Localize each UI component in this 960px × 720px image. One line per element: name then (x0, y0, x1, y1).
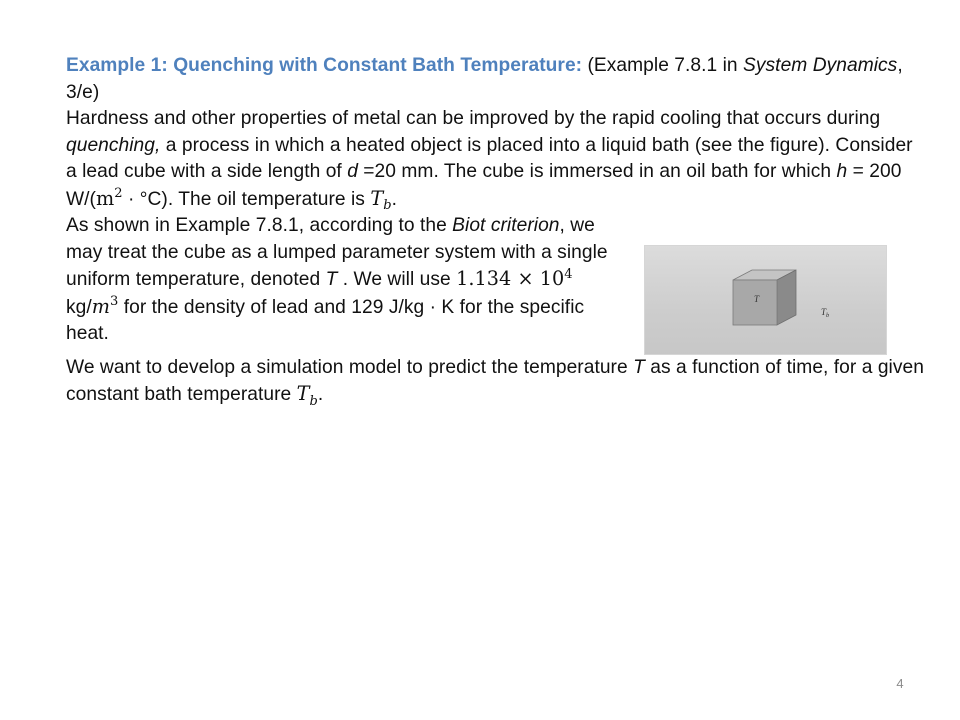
var-h: h (836, 161, 848, 182)
text-run: =20 mm. The cube is immersed in an oil bath for which (357, 161, 837, 182)
text-run: . (391, 188, 397, 210)
unit-m: m (95, 186, 115, 210)
quenching-figure (644, 245, 887, 355)
unit-m: m (91, 294, 110, 318)
text-run: , we may treat the cube as a lumped parameter system with a single uniform temperature, denoted (66, 215, 608, 290)
unit-exponent: 3 (110, 294, 119, 310)
text-run: . We will use (337, 269, 457, 290)
var-tb-sub: b (309, 393, 318, 409)
density-value: 1.134 × 10 (456, 267, 565, 290)
text-run: kg/ (66, 296, 92, 318)
text-run: . (317, 384, 324, 405)
unit-exponent: 2 (114, 186, 123, 202)
term-quenching: quenching, (66, 134, 161, 156)
cube-temperature-label: T (754, 294, 760, 304)
example-title: Example 1: Quenching with Constant Bath Temperature: (66, 55, 583, 76)
bath-temperature-label (821, 307, 829, 317)
bath-label-base: T (821, 307, 827, 317)
reference-book: System Dynamics (743, 55, 898, 76)
cube-side-face (777, 270, 796, 325)
slide-body-text (66, 53, 926, 409)
var-tb: T (370, 186, 384, 210)
cube-in-bath-illustration (644, 245, 887, 355)
text-run: as a function of time, for a given constant bath temperature (66, 356, 924, 405)
lumped-model-paragraph (66, 213, 626, 348)
goal-paragraph (66, 355, 926, 409)
page-number: 4 (896, 676, 904, 691)
text-run: We want to develop a simulation model to predict the temperature (66, 356, 634, 378)
var-t: T (633, 356, 645, 378)
var-t: T (325, 269, 338, 290)
var-tb: T (296, 382, 310, 405)
example-heading (66, 53, 926, 106)
text-run: = 200 W/( (66, 161, 902, 210)
text-run: for the density of lead and 129 J/kg · K for the specific heat. (66, 296, 585, 344)
reference-edition: , 3/e) (66, 55, 903, 103)
density-exponent: 4 (564, 266, 573, 282)
reference-open: (Example 7.8.1 in (582, 55, 744, 76)
intro-paragraph (66, 106, 926, 213)
var-d: d (347, 161, 358, 182)
term-biot-criterion: Biot criterion (452, 215, 560, 236)
text-run: Hardness and other properties of metal can be improved by the rapid cooling that occurs during (66, 108, 881, 129)
var-tb-sub: b (383, 198, 392, 214)
text-run: As shown in Example 7.8.1, according to the (66, 215, 453, 236)
bath-label-sub: b (826, 311, 830, 319)
text-run: · °C). The oil temperature is (122, 188, 371, 210)
text-run: a process in which a heated object is placed into a liquid bath (see the figure). Consider a lead cube with a side length of (66, 134, 913, 182)
